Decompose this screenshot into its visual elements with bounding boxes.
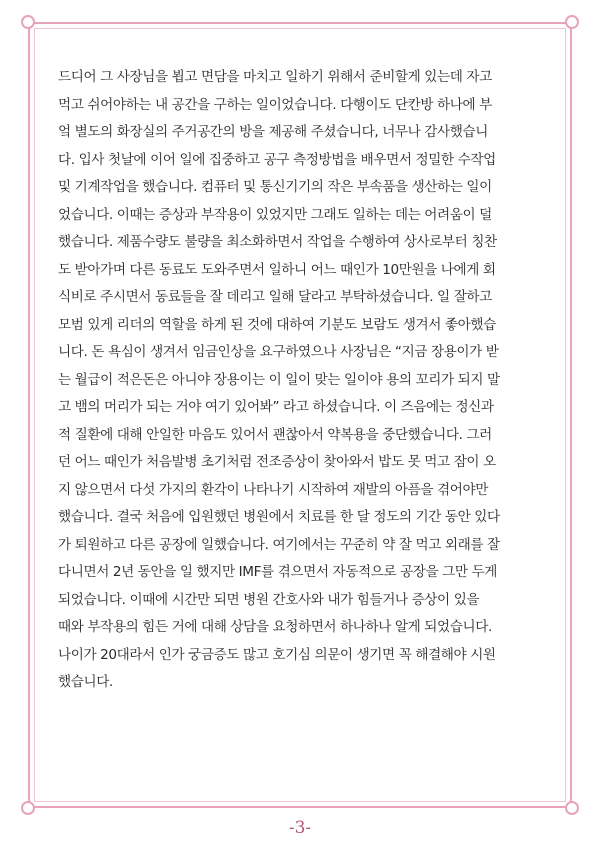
corner-ornament-bottom-left <box>21 801 35 815</box>
text-line: 고 뱀의 머리가 되는 거야 여기 있어봐” 라고 하셨습니다. 이 즈음에는 정신과 <box>58 399 494 415</box>
text-line: 적 질환에 대해 안일한 마음도 있어서 괜찮아서 약복용을 중단했습니다. 그러 <box>58 426 492 443</box>
text-line: 모범 있게 리더의 역할을 하게 된 것에 대하여 기분도 보람도 생겨서 좋아했습 <box>58 316 496 333</box>
text-line: 엌 별도의 화장실의 주거공간의 방을 제공해 주셨습니다, 너무나 감사했습니 <box>58 124 488 140</box>
text-line: 먹고 쉬어야하는 내 공간을 구하는 일이었습니다. 다행이도 단칸방 하나에 부 <box>58 96 492 113</box>
corner-ornament-bottom-right <box>565 801 579 815</box>
text-line: 니다. 돈 욕심이 생겨서 임금인상을 요구하였으나 사장님은 “지금 장용이가 받 <box>58 344 499 360</box>
text-line: 때와 부작용의 힘든 거에 대해 상담을 요청하면서 하나하나 알게 되었습니다. <box>58 619 492 635</box>
corner-ornament-top-left <box>21 15 35 29</box>
text-line: 및 기계작업을 했습니다. 컴퓨터 및 통신기기의 작은 부속품을 생산하는 일이 <box>58 179 492 195</box>
text-line: 했습니다. <box>58 674 113 690</box>
text-line: 지 않으면서 다섯 가지의 환각이 나타나기 시작하여 재발의 아픔을 겪어야만 <box>58 481 488 498</box>
text-line: 드디어 그 사장님을 뵙고 면담을 마치고 일하기 위해서 준비할게 있는데 자고 <box>58 69 492 85</box>
text-line: 도 받아가며 다른 동료도 도와주면서 일하니 어느 때인가 10만원을 나에게 회 <box>58 261 496 278</box>
text-line: 했습니다. 제품수량도 불량을 최소화하면서 작업을 수행하여 상사로부터 칭찬 <box>58 234 497 250</box>
page-number: -3- <box>288 818 312 838</box>
text-line: 었습니다. 이때는 증상과 부작용이 있었지만 그래도 일하는 데는 어려움이 덜 <box>58 206 492 223</box>
text-line: 가 퇴원하고 다른 공장에 일했습니다. 여기에서는 꾸준히 약 잘 먹고 외래를 잘 <box>58 536 500 553</box>
text-line: 는 월급이 적은돈은 아니야 장용이는 이 일이 맞는 일이야 용의 꼬리가 되지 말 <box>58 371 500 388</box>
text-line: 되었습니다. 이때에 시간만 되면 병원 간호사와 내가 힘들거나 증상이 있을 <box>58 591 480 608</box>
text-line: 던 어느 때인가 처음발병 초기처럼 전조증상이 찾아와서 밥도 못 먹고 잠이 오 <box>58 454 496 470</box>
text-line: 다. 입사 첫날에 이어 일에 집중하고 공구 측정방법을 배우면서 정밀한 수작업 <box>58 151 496 168</box>
text-line: 식비로 주시면서 동료들을 잘 데리고 일해 달라고 부탁하셨습니다. 일 잘하고 <box>58 289 492 305</box>
text-line: 다니면서 2년 동안을 일 했지만 IMF를 겪으면서 자동적으로 공장을 그만 두게 <box>58 564 498 580</box>
corner-ornament-top-right <box>565 15 579 29</box>
body-text <box>58 64 546 697</box>
text-line: 했습니다. 결국 처음에 입원했던 병원에서 치료를 한 달 정도의 기간 동안 있다 <box>58 509 500 525</box>
text-line: 나이가 20대라서 인가 궁금증도 많고 호기심 의문이 생기면 꼭 해결해야 시원 <box>58 646 496 663</box>
